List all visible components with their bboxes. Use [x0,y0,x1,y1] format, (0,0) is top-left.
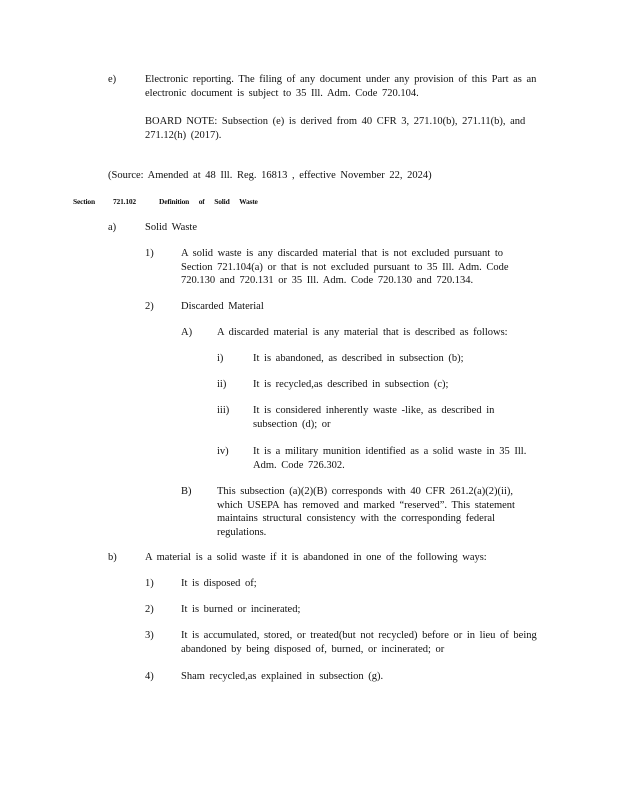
subsection-a2A-label: A) [181,327,193,338]
subsection-b4-text: Sham recycled,as explained in subsection (g). [181,671,384,682]
item-iii-label: iii) [217,405,230,416]
subsection-a2-text: Discarded Material [181,301,264,312]
board-note: BOARD NOTE: Subsection (e) is derived from 40 CFR 3, 271.10(b), 271.11(b), and 271.12(h) (2017). [145,116,526,141]
item-i-label: i) [217,353,224,364]
subsection-a-title: Solid Waste [145,222,198,233]
subsection-a2-label: 2) [145,301,154,312]
subsection-b-label: b) [108,552,117,563]
subsection-a1-label: 1) [145,248,154,259]
item-ii-label: ii) [217,379,227,390]
subsection-e-text: Electronic reporting. The filing of any document under any provision of this Part as an electronic document is subject to 35 Ill. Adm. Code 720.104. [145,74,537,99]
subsection-a2B-text: This subsection (a)(2)(B) corresponds with 40 CFR 261.2(a)(2)(ii), which USEPA has removed and marked “reserved”. This statement maintains structural consistency with the corresponding federal regulations. [217,486,515,538]
subsection-a-label: a) [108,222,117,233]
section-number: 721.102 [113,197,136,206]
subsection-a2B-label: B) [181,486,192,497]
section-prefix: Section [73,197,95,206]
subsection-b3-text: It is accumulated, stored, or treated(but not recycled) before or in lieu of being abandoned by being disposed of, burned, or incinerated; or [181,630,537,655]
subsection-a2A-text: A discarded material is any material that is described as follows: [217,327,508,338]
source-note: (Source: Amended at 48 Ill. Reg. 16813 , effective November 22, 2024) [108,170,432,181]
item-iv-text: It is a military munition identified as a solid waste in 35 Ill. Adm. Code 726.302. [253,446,527,471]
item-i-text: It is abandoned, as described in subsection (b); [253,353,464,364]
subsection-b3-label: 3) [145,630,154,641]
item-ii-text: It is recycled,as described in subsection (c); [253,379,449,390]
item-iv-label: iv) [217,446,229,457]
item-iii-text: It is considered inherently waste -like, as described in subsection (d); or [253,405,495,430]
subsection-b2-label: 2) [145,604,154,615]
subsection-b1-label: 1) [145,578,154,589]
section-title: Definition of Solid Waste [159,197,258,206]
subsection-e-label: e) [108,74,117,85]
subsection-b1-text: It is disposed of; [181,578,257,589]
subsection-b-text: A material is a solid waste if it is abandoned in one of the following ways: [145,552,487,563]
subsection-b2-text: It is burned or incinerated; [181,604,301,615]
subsection-b4-label: 4) [145,671,154,682]
subsection-a1-text: A solid waste is any discarded material that is not excluded pursuant to Section 721.104(a) or that is not excluded pursuant to 35 Ill. Adm. Code 720.130 and 720.131 or 35 Ill. Adm. Code 720.130 and 720.134. [181,248,509,286]
